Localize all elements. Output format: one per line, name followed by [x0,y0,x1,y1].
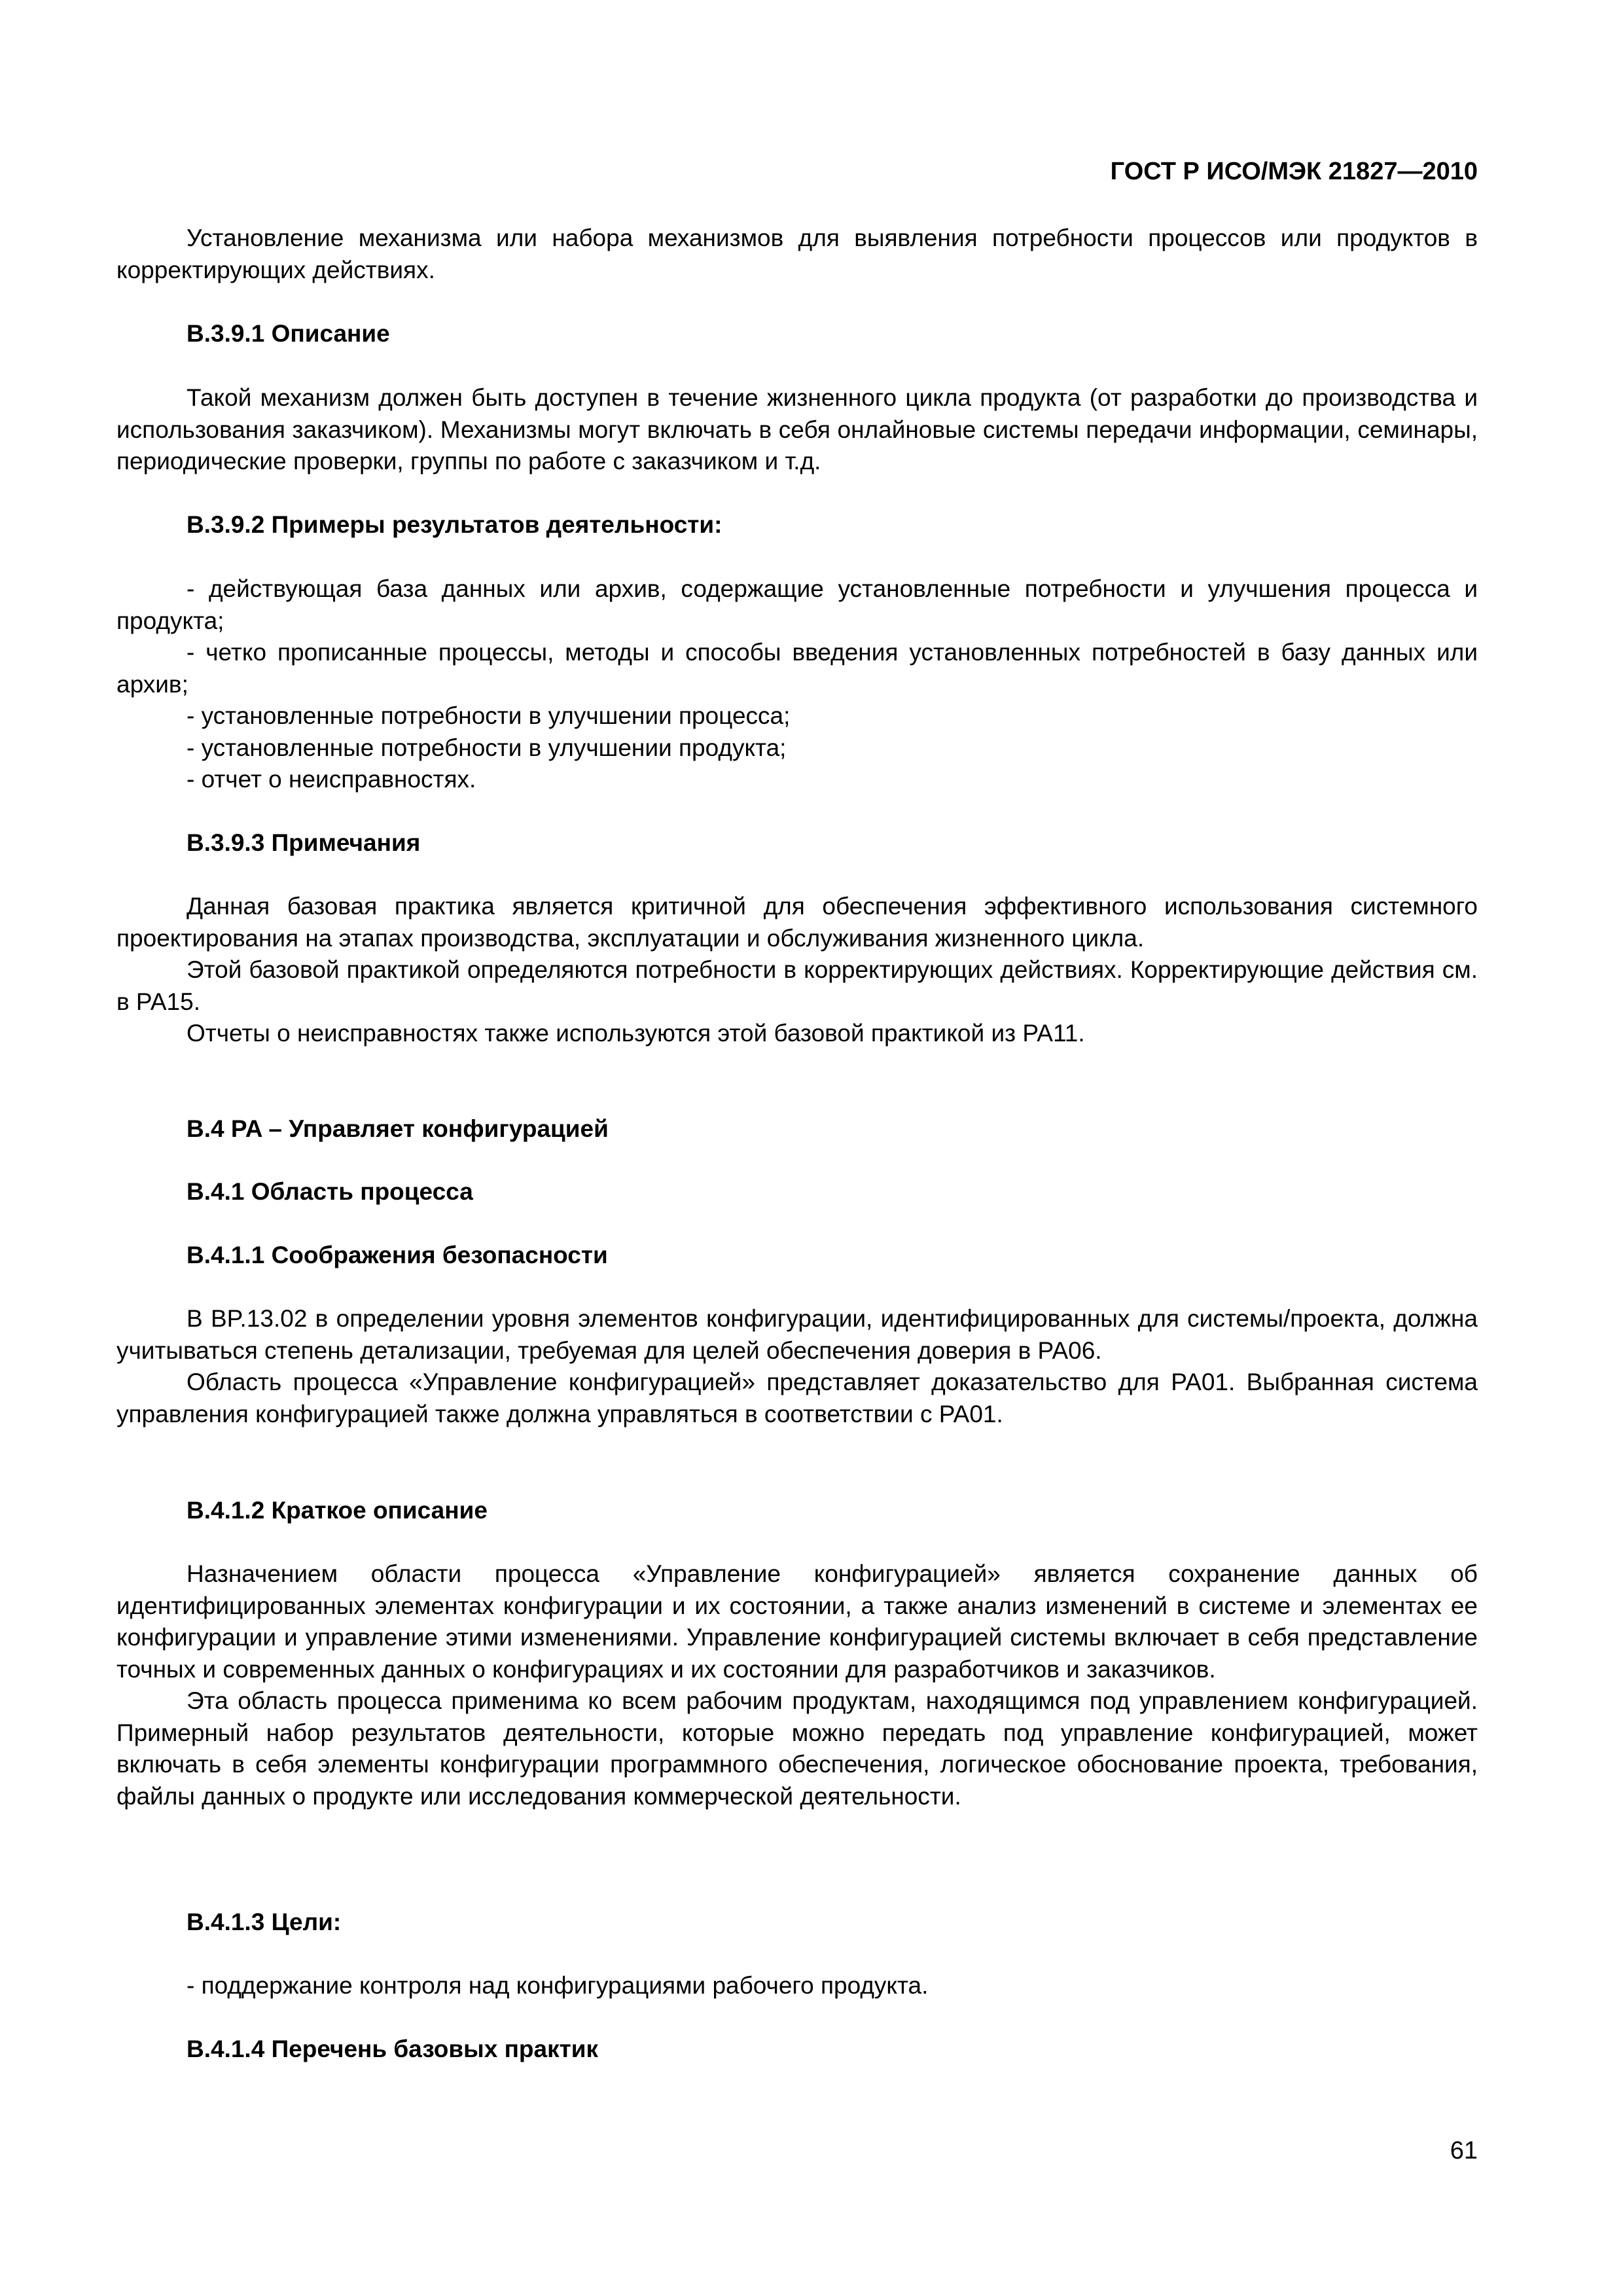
section-b392-list [116,573,1478,796]
section-heading: B.3.9.2 Примеры результатов деятельности: [187,511,722,538]
intro-paragraph: Установление механизма или набора механизмов для выявления потребности процессов или продуктов в корректирующих действиях. [116,224,1478,283]
list-item: - поддержание контроля над конфигурациями рабочего продукта. [187,1972,929,1999]
body-paragraph: В BP.13.02 в определении уровня элементов конфигурации, идентифицированных для системы/проекта, должна учитываться степень детализации, требуемая для целей обеспечения доверия в PA06. [116,1305,1478,1364]
section-b4 [116,1113,1478,1145]
list-item: - установленные потребности в улучшении процесса; [187,702,791,729]
list-item: - отчет о неисправностях. [187,766,476,793]
section-heading: B.3.9.3 Примечания [187,829,421,856]
body-paragraph: Отчеты о неисправностях также используются этой базовой практикой из PA11. [187,1020,1085,1047]
section-b411 [116,1240,1478,1272]
standard-header: ГОСТ Р ИСО/МЭК 21827—2010 [1110,158,1478,185]
section-heading: B.3.9.1 Описание [187,320,390,347]
section-heading: B.4.1 Область процесса [187,1178,473,1205]
section-b413 [116,1907,1478,1939]
section-b414 [116,2034,1478,2066]
list-item: - четко прописанные процессы, методы и способы введения установленных потребностей в базу данных или архив; [116,639,1478,698]
section-heading: B.4.1.1 Соображения безопасности [187,1242,608,1268]
body-paragraph: Данная базовая практика является критичной для обеспечения эффективного использования системного проектирования на этапах производства, эксплуатации и обслуживания жизненного цикла. [116,893,1478,952]
intro-section [116,223,1478,286]
page-number: 61 [1450,2137,1478,2164]
section-heading: B.4.1.4 Перечень базовых практик [187,2036,599,2062]
section-b413-list [116,1970,1478,2002]
section-b41 [116,1176,1478,1208]
section-b393 [116,827,1478,859]
section-b412 [116,1495,1478,1527]
list-item: - установленные потребности в улучшении продукта; [187,734,787,761]
section-b391-body [116,382,1478,478]
section-b393-body [116,891,1478,1050]
body-paragraph: Назначением области процесса «Управление конфигурацией» является сохранение данных об идентифицированных элементах конфигурации и их состоянии, а также анализ изменений в системе и элементах ее конфигурации и управление этими изменениями. Управление конфигурацией системы включает в себя представление точных и современных данных о конфигурациях и их состоянии для разработчиков и заказчиков. [116,1560,1478,1683]
body-paragraph: Этой базовой практикой определяются потребности в корректирующих действиях. Корректирующие действия см. в PA15. [116,956,1478,1015]
body-paragraph: Эта область процесса применима ко всем рабочим продуктам, находящимся под управлением конфигурацией. Примерный набор результатов деятельности, которые можно передать под управление конфигурацией, может включать в себя элементы конфигурации программного обеспечения, логическое обоснование проекта, требования, файлы данных о продукте или исследования коммерческой деятельности. [116,1687,1478,1810]
list-item: - действующая база данных или архив, содержащие установленные потребности и улучшения процесса и продукта; [116,575,1478,634]
body-paragraph: Такой механизм должен быть доступен в течение жизненного цикла продукта (от разработки до производства и использования заказчиком). Механизмы могут включать в себя онлайновые системы передачи информации, семинары, периодические проверки, группы по работе с заказчиком и т.д. [116,384,1478,475]
section-b412-body [116,1558,1478,1812]
body-paragraph: Область процесса «Управление конфигурацией» представляет доказательство для PA01. Выбранная система управления конфигурацией также должна управляться в соответствии с PA01. [116,1369,1478,1427]
section-b392 [116,509,1478,541]
section-b391 [116,318,1478,350]
section-heading: B.4.1.2 Краткое описание [187,1497,488,1524]
section-heading: B.4.1.3 Цели: [187,1909,342,1935]
section-heading: B.4 PA – Управляет конфигурацией [187,1115,609,1142]
section-b411-body [116,1303,1478,1430]
